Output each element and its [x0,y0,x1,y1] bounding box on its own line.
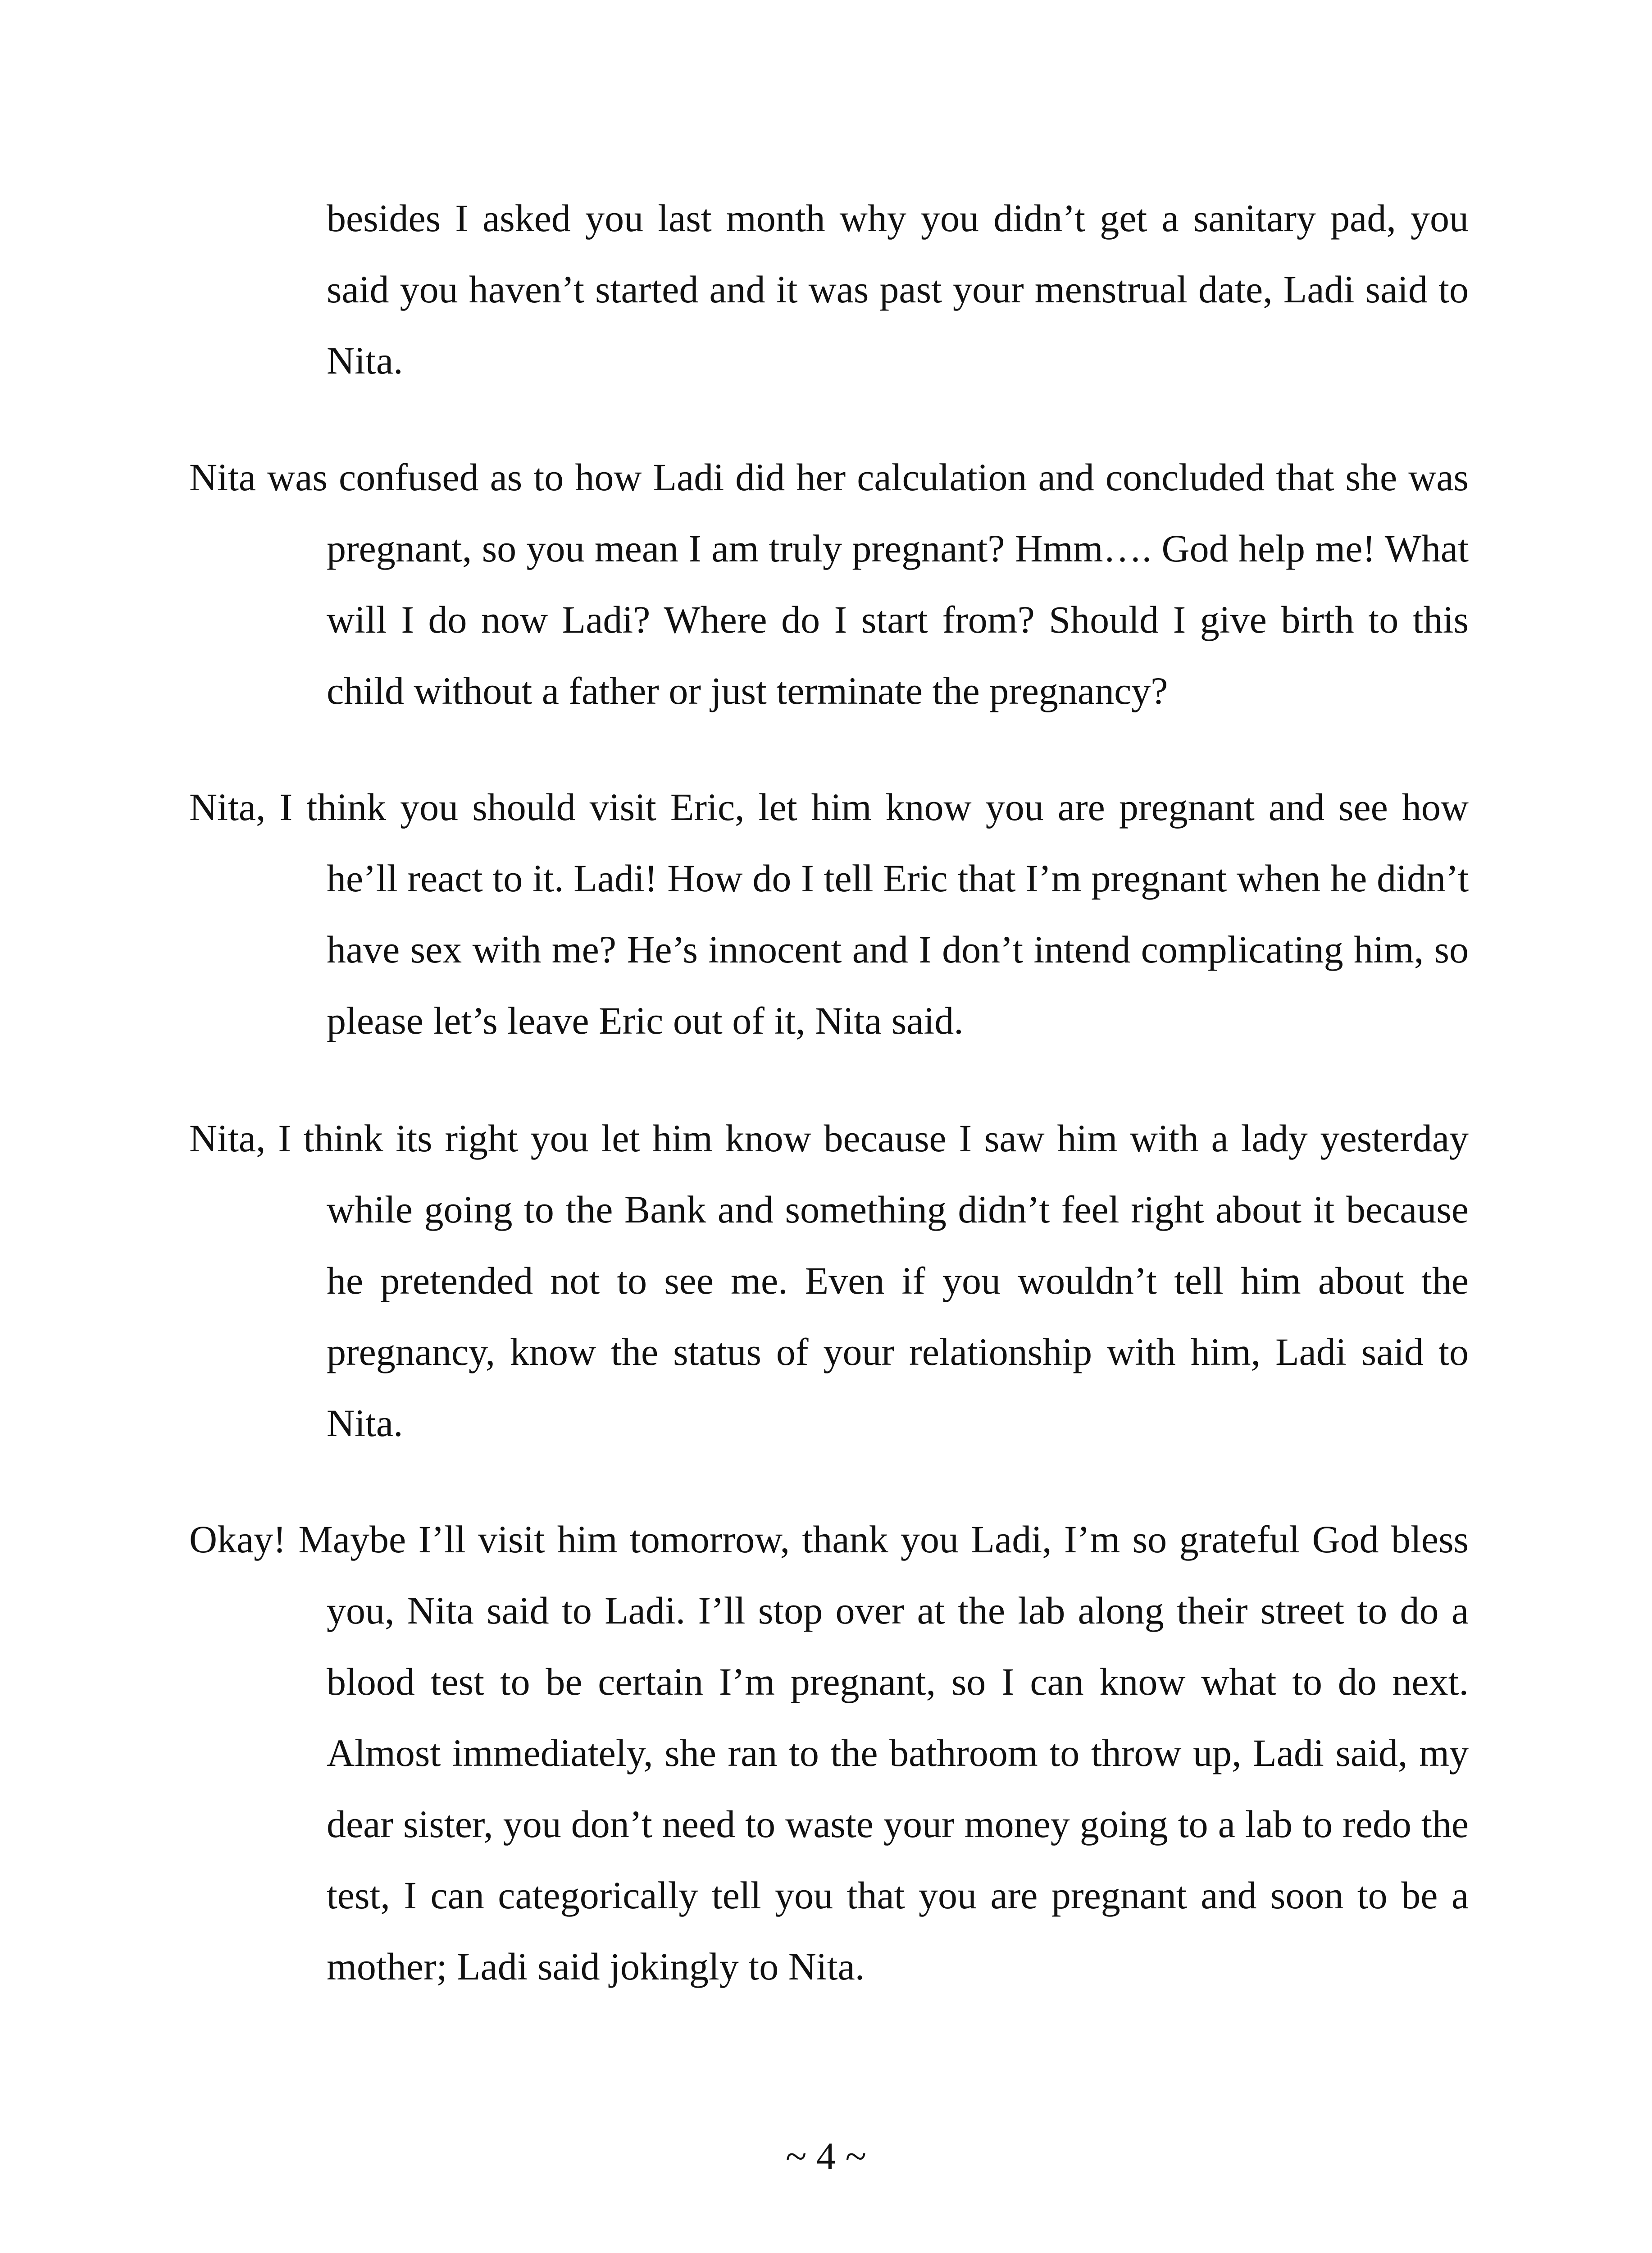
paragraph: Okay! Maybe I’ll visit him tomorrow, thank you Ladi, I’m so grateful God bless you, Nita said to Ladi. I’ll stop over at the lab along their street to do a blood test to be certain I’m pregnant, so I can know what to do next. Almost immediately, she ran to the bathroom to throw up, Ladi said, my dear sister, you don’t need to waste your money going to a lab to redo the test, I can categorically tell you that you are pregnant and soon to be a mother; Ladi said jokingly to Nita. [189,1518,1469,1988]
paragraph: Nita, I think its right you let him know because I saw him with a lady yesterday while going to the Bank and something didn’t feel right about it because he pretended not to see me. Even if you wouldn’t tell him about the pregnancy, know the status of your relationship with him, Ladi said to Nita. [189,1117,1469,1445]
paragraph: Nita was confused as to how Ladi did her calculation and concluded that she was pregnant, so you mean I am truly pregnant? Hmm…. God help me! What will I do now Ladi? Where do I start from? Should I give birth to this child without a father or just terminate the pregnancy? [189,456,1469,712]
paragraph-continuation: besides I asked you last month why you didn’t get a sanitary pad, you said you haven’t started and it was past your menstrual date, Ladi said to Nita. [327,196,1469,382]
paragraph: Nita, I think you should visit Eric, let him know you are pregnant and see how he’ll react to it. Ladi! How do I tell Eric that I’m pregnant when he didn’t have sex with me? He’s innocent and I don’t intend complicating him, so please let’s leave Eric out of it, Nita said. [189,785,1469,1042]
page-number: ~ 4 ~ [785,2134,867,2178]
